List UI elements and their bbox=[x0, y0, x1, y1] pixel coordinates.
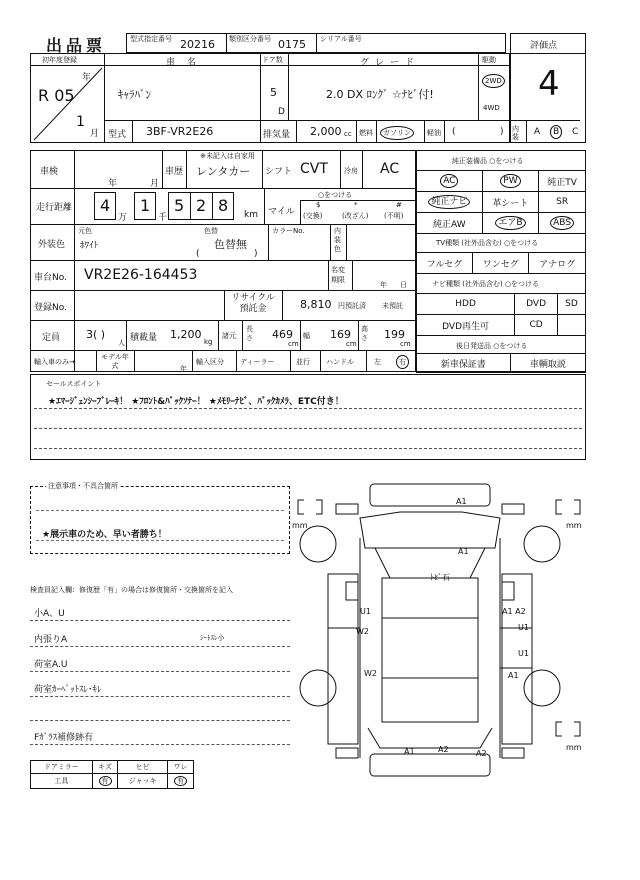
first-reg-year: R 05 bbox=[38, 86, 75, 105]
cc-label: 排気量 bbox=[263, 130, 291, 140]
score-label: 評価点 bbox=[530, 41, 558, 51]
meter-exchange: (交換) bbox=[303, 212, 323, 220]
inspector-line-3: 荷室A.U bbox=[34, 660, 68, 670]
mark-rear-2: A2 bbox=[438, 745, 449, 754]
inspector-line-2-extra: ｼｰﾄｽﾚ小 bbox=[200, 634, 225, 642]
height-unit: cm bbox=[400, 340, 411, 348]
capacity-unit: 人 bbox=[118, 339, 125, 347]
dim-label: 諸元 bbox=[222, 332, 236, 340]
fuel-gasoline: ガソリン bbox=[380, 126, 414, 140]
navi-sd: SD bbox=[557, 294, 585, 315]
grade-label: グレード bbox=[360, 58, 421, 68]
type-value: 3BF-VR2E26 bbox=[146, 125, 214, 138]
orig-color: ﾎﾜｲﾄ bbox=[80, 241, 99, 251]
class-label: 類別区分番号 bbox=[229, 35, 271, 43]
cc-unit: cc bbox=[344, 130, 352, 138]
name-change-year: 年 bbox=[380, 281, 387, 289]
equip-airbag: エアB bbox=[495, 216, 525, 230]
model-cert-label: 型式指定番号 bbox=[130, 35, 172, 43]
import-label: 輸入車のみ→ bbox=[34, 358, 75, 366]
name-change-day: 日 bbox=[400, 281, 407, 289]
model-cert-value: 20216 bbox=[180, 38, 215, 51]
score-value: 4 bbox=[538, 64, 560, 104]
width-value: 169 bbox=[330, 328, 351, 341]
first-reg-month: 1 bbox=[76, 114, 85, 130]
interior-b: B bbox=[550, 125, 562, 139]
docs-title: 後日発送品 ○をつける bbox=[456, 342, 528, 350]
equipment-table bbox=[416, 170, 586, 234]
tools-table bbox=[30, 760, 194, 789]
tools-jack: ジャッキ bbox=[118, 774, 168, 789]
car-name: ｷｬﾗﾊﾞﾝ bbox=[118, 88, 151, 101]
import-class-label: 輸入区分 bbox=[196, 358, 224, 366]
height-value: 199 bbox=[384, 328, 405, 341]
reg-label: 登録No. bbox=[34, 303, 67, 313]
inspector-line-6: Fｶﾞﾗｽ補修跡有 bbox=[34, 733, 94, 743]
mark-left-rear: W2 bbox=[364, 669, 377, 678]
doors-value: 5 bbox=[270, 86, 277, 99]
handle-label: ハンドル bbox=[326, 358, 354, 366]
usage-label: 車歴 bbox=[165, 167, 184, 177]
load-value: 1,200 bbox=[170, 328, 202, 341]
import-dealer: ディーラー bbox=[240, 358, 275, 366]
mark-left-front: U1 bbox=[360, 607, 371, 616]
navi-hdd: HDD bbox=[417, 294, 515, 315]
tools-tool: 工具 bbox=[31, 774, 93, 789]
mark-right-front: A1 A2 bbox=[502, 607, 526, 616]
tools-tool-yes: 有 bbox=[99, 776, 112, 786]
mark-left-mid: W2 bbox=[356, 627, 369, 636]
first-reg-label: 初年度登録 bbox=[42, 56, 77, 64]
mileage-digit-3: 5 bbox=[174, 196, 185, 215]
shift-label: シフト bbox=[265, 167, 293, 177]
docs-manual: 車輌取説 bbox=[510, 354, 585, 373]
inspector-line-4: 荷室ｶｰﾍﾟｯﾄｽﾚ･ｷﾚ bbox=[34, 685, 102, 695]
mileage-digit-5: 8 bbox=[218, 196, 229, 215]
interior-c: C bbox=[572, 127, 579, 137]
load-label: 積載量 bbox=[130, 333, 158, 343]
chassis-label: 車台No. bbox=[34, 273, 67, 283]
mileage-label: 走行距離 bbox=[36, 203, 73, 213]
navi-dvd-play: DVD再生可 bbox=[417, 315, 515, 336]
mileage-sen: 千 bbox=[158, 213, 168, 223]
interior-color-label: 内装色 bbox=[334, 227, 341, 253]
inspection-month: 月 bbox=[150, 179, 160, 189]
recycle-status: 円預託済 bbox=[338, 302, 366, 310]
equip-sr: SR bbox=[556, 197, 569, 207]
grade-value: 2.0 DX ﾛﾝｸﾞ ☆ﾅﾋﾞ付! bbox=[326, 88, 434, 101]
color-change-label: 色替 bbox=[204, 227, 218, 235]
equip-leather: 革シート bbox=[492, 198, 529, 209]
inspector-line-2: 内張りA bbox=[34, 635, 68, 645]
tools-header-crack: ヒビ bbox=[118, 761, 168, 774]
tv-analog: アナログ bbox=[529, 253, 586, 274]
tools-header-break: ワレ bbox=[168, 761, 194, 774]
equip-aw: 純正AW bbox=[433, 219, 466, 230]
mark-windshield: ﾄﾋﾞ石 bbox=[430, 573, 450, 582]
chassis-value: VR2E26-164453 bbox=[84, 267, 198, 283]
mark-right-mid-2: U1 bbox=[518, 649, 529, 658]
recycle-label: リサイクル預託金 bbox=[231, 293, 275, 314]
meter-hash: # bbox=[396, 201, 402, 209]
meter-star: * bbox=[354, 201, 358, 209]
mileage-man: 万 bbox=[118, 213, 128, 223]
usage-note: ※未記入は自家用 bbox=[200, 152, 255, 160]
mark-hood: A1 bbox=[458, 547, 469, 556]
equip-tv: 純正TV bbox=[547, 177, 577, 188]
navi-title: ナビ種類 (社外品含む) ○をつける bbox=[432, 280, 540, 288]
width-label: 幅 bbox=[303, 332, 310, 340]
width-unit: cm bbox=[346, 340, 357, 348]
mark-front-bumper: A1 bbox=[456, 497, 467, 506]
fuel-diesel-label: 軽油 bbox=[427, 129, 441, 137]
color-change: 色替無 bbox=[214, 238, 247, 251]
mm-front-left: mm bbox=[292, 521, 308, 530]
doors-suffix: D bbox=[278, 107, 285, 117]
inspection-label: 車検 bbox=[40, 167, 59, 177]
tools-header-scratch: キズ bbox=[92, 761, 118, 774]
capacity-value: 3( ) bbox=[86, 328, 106, 341]
tv-table bbox=[416, 252, 586, 274]
model-year-unit: 年 bbox=[180, 365, 187, 373]
mm-rear-right: mm bbox=[566, 743, 582, 752]
model-year-label: モデル年式 bbox=[101, 353, 129, 370]
handle-left: 左 bbox=[374, 358, 381, 366]
mm-front-right: mm bbox=[566, 521, 582, 530]
height-label: 高さ bbox=[361, 325, 368, 342]
mileage-digit-2: 1 bbox=[140, 196, 151, 215]
mileage-digit-1: 4 bbox=[100, 196, 111, 215]
sheet-title: 出品票 bbox=[46, 36, 107, 55]
mileage-km: km bbox=[244, 210, 258, 220]
interior-a: A bbox=[534, 127, 541, 137]
recycle-pending: 未預託 bbox=[382, 302, 403, 310]
navi-dvd: DVD bbox=[515, 294, 558, 315]
car-name-label: 車名 bbox=[166, 58, 209, 68]
fuel-label: 燃料 bbox=[359, 129, 373, 137]
meter-dollar: $ bbox=[316, 201, 321, 209]
mileage-digit-4: 2 bbox=[196, 196, 207, 215]
color-label: 外装色 bbox=[38, 240, 66, 250]
length-value: 469 bbox=[272, 328, 293, 341]
mark-rear-1: A1 bbox=[404, 747, 415, 756]
docs-warranty: 新車保証書 bbox=[417, 354, 511, 373]
equip-abs: ABS bbox=[550, 216, 574, 230]
inspector-label: 検査員記入欄：修復歴「有」の場合は修復箇所・交換箇所を記入 bbox=[30, 586, 233, 594]
usage-value: レンタカー bbox=[196, 165, 251, 178]
meter-tamper: (改ざん) bbox=[342, 212, 369, 220]
mark-right-rear: A1 bbox=[508, 671, 519, 680]
class-value: 0175 bbox=[278, 38, 306, 51]
orig-color-label: 元色 bbox=[78, 227, 92, 235]
capacity-label: 定員 bbox=[42, 333, 61, 343]
import-parallel: 並行 bbox=[296, 358, 310, 366]
tv-title: TV種類 (社外品含む) ○をつける bbox=[436, 239, 539, 247]
navi-table bbox=[416, 293, 586, 336]
equip-navi: 純正ナビ bbox=[428, 195, 470, 209]
handle-right: 右 bbox=[396, 355, 409, 369]
tv-oneseg: ワンセグ bbox=[472, 253, 529, 274]
equip-pw: PW bbox=[500, 174, 520, 188]
inspection-year: 年 bbox=[108, 179, 118, 189]
first-reg-month-label: 月 bbox=[90, 129, 100, 139]
notes-box bbox=[30, 486, 290, 554]
name-change-label: 名変期限 bbox=[331, 266, 345, 284]
drive-4wd: 4WD bbox=[483, 104, 500, 112]
first-reg-year-label: 年 bbox=[82, 73, 92, 83]
interior-label: 内装 bbox=[512, 125, 519, 141]
drive-label: 駆動 bbox=[482, 56, 496, 64]
tools-jack-yes: 有 bbox=[174, 776, 187, 786]
sales-label: セールスポイント bbox=[46, 380, 102, 388]
navi-cd: CD bbox=[515, 315, 558, 336]
inspector-line-1: 小A、U bbox=[34, 609, 65, 619]
serial-label: シリアル番号 bbox=[320, 35, 362, 43]
first-reg-slash bbox=[32, 66, 104, 142]
tools-header-mirror: ドアミラー bbox=[31, 761, 93, 774]
ac-value: AC bbox=[380, 161, 400, 177]
doors-label: ドア数 bbox=[262, 56, 283, 64]
tv-fullseg: フルセグ bbox=[417, 253, 473, 274]
mile-label: マイル bbox=[268, 207, 295, 217]
sales-text: ★ｴﾏｰｼﾞｪﾝｼｰﾌﾞﾚｰｷ！ ★ﾌﾛﾝﾄ&ﾊﾞｯｸｿﾅｰ！ ★ﾒﾓﾘｰﾅﾋﾞ、ﾊﾞｯｸｶﾒﾗ、ETC付き！ bbox=[48, 397, 344, 407]
shift-value: CVT bbox=[300, 161, 328, 177]
drive-2wd: 2WD bbox=[482, 74, 505, 88]
length-unit: cm bbox=[288, 340, 299, 348]
mark-right-mid-1: U1 bbox=[518, 623, 529, 632]
type-label: 型式 bbox=[108, 130, 127, 140]
length-label: 長さ bbox=[246, 325, 253, 342]
mark-rear-3: A2 bbox=[476, 749, 487, 758]
notes-text: ★展示車のため、早い者勝ち！ bbox=[42, 530, 167, 540]
color-no-label: カラーNo. bbox=[272, 227, 305, 235]
meter-unknown: (不明) bbox=[384, 212, 404, 220]
ac-label: 冷房 bbox=[344, 167, 358, 175]
recycle-value: 8,810 bbox=[300, 298, 332, 311]
cc-value: 2,000 bbox=[310, 125, 342, 138]
docs-table bbox=[416, 353, 586, 373]
notes-label: 注意事項・不具合箇所 bbox=[48, 482, 118, 490]
load-unit: kg bbox=[204, 338, 213, 346]
equipment-title: 純正装備品 ○をつける bbox=[452, 157, 524, 165]
equip-ac: AC bbox=[440, 174, 458, 188]
meter-circle-note: ○をつける bbox=[318, 191, 353, 199]
car-damage-diagram bbox=[290, 478, 590, 818]
navi-blank bbox=[557, 315, 585, 336]
